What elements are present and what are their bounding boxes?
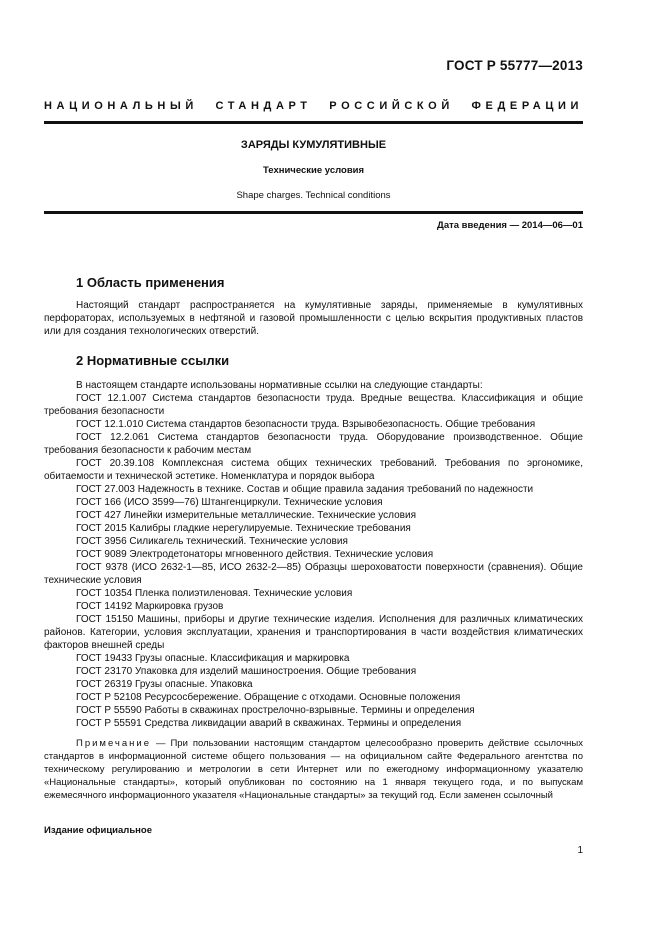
reference-item: ГОСТ 26319 Грузы опасные. Упаковка: [76, 679, 253, 690]
normative-references-list: [44, 392, 583, 730]
reference-item: ГОСТ 12.1.010 Система стандартов безопасности труда. Взрывобезопасность. Общие требования: [76, 419, 536, 430]
introduction-date: Дата введения — 2014—06—01: [437, 220, 583, 231]
top-divider: [44, 121, 583, 124]
document-subtitle: Технические условия: [262, 165, 365, 176]
document-body: [44, 275, 583, 802]
reference-item: ГОСТ Р 52108 Ресурсосбережение. Обращение с отходами. Основные положения: [76, 692, 461, 703]
reference-item: ГОСТ 2015 Калибры гладкие нерегулируемые. Технические требования: [76, 523, 411, 534]
reference-item: ГОСТ Р 55590 Работы в скважинах прострелочно-взрывные. Термины и определения: [76, 705, 475, 716]
reference-item: ГОСТ Р 55591 Средства ликвидации аварий в скважинах. Термины и определения: [76, 718, 462, 729]
note-paragraph: [44, 737, 583, 802]
official-edition-label: Издание официальное: [44, 825, 152, 836]
page-number: 1: [577, 845, 583, 856]
reference-item: ГОСТ 3956 Силикагель технический. Технические условия: [76, 536, 348, 547]
reference-item: ГОСТ 14192 Маркировка грузов: [76, 601, 224, 612]
section-2-intro: В настоящем стандарте использованы нормативные ссылки на следующие стандарты:: [76, 380, 483, 391]
reference-item: ГОСТ 427 Линейки измерительные металлические. Технические условия: [76, 510, 416, 521]
reference-item: ГОСТ 23170 Упаковка для изделий машиностроения. Общие требования: [76, 666, 417, 677]
reference-item: ГОСТ 15150 Машины, приборы и другие технические изделия. Исполнения для различных климатических районов. Категории, условия эксплуатации, хранения и транспортирования в части воздействия климатических факторов внешней среды: [44, 614, 583, 651]
reference-item: ГОСТ 166 (ИСО 3599—76) Штангенциркули. Технические условия: [76, 497, 383, 508]
reference-item: ГОСТ 12.1.007 Система стандартов безопасности труда. Вредные вещества. Классификация и общие требования безопасности: [44, 393, 583, 417]
document-title: ЗАРЯДЫ КУМУЛЯТИВНЫЕ: [240, 139, 387, 151]
reference-item: ГОСТ 9089 Электродетонаторы мгновенного действия. Технические условия: [76, 549, 434, 560]
reference-item: ГОСТ 12.2.061 Система стандартов безопасности труда. Оборудование производственное. Общие требования безопасности к рабочим местам: [44, 432, 583, 456]
reference-item: ГОСТ 19433 Грузы опасные. Классификация и маркировка: [76, 653, 350, 664]
reference-item: ГОСТ 27.003 Надежность в технике. Состав и общие правила задания требований по надежности: [76, 484, 534, 495]
english-title: Shape charges. Technical conditions: [236, 190, 391, 201]
reference-item: ГОСТ 9378 (ИСО 2632-1—85, ИСО 2632-2—85) Образцы шероховатости поверхности (сравнения). Общие технические условия: [44, 562, 583, 586]
section-1-text: Настоящий стандарт распространяется на кумулятивные заряды, применяемые в кумулятивных перфораторах, используемых в нефтяной и газовой промышленности с целью вскрытия продуктивных пластов или для создания технологических отверстий.: [44, 300, 583, 337]
section-2-heading: 2 Нормативные ссылки: [76, 353, 230, 368]
document-number: ГОСТ Р 55777—2013: [446, 58, 583, 73]
national-standard-banner: НАЦИОНАЛЬНЫЙ СТАНДАРТ РОССИЙСКОЙ ФЕДЕРАЦИИ: [44, 100, 583, 112]
note-label: Примечание: [76, 738, 151, 749]
bottom-divider: [44, 211, 583, 214]
note-text: — При пользовании настоящим стандартом целесообразно проверить действие ссылочных стандартов в информационной системе общего пользования — на официальном сайте Федерального агентства по техническому регулированию и метрологии в сети Интернет или по ежегодному информационному указателю «Национальные стандарты», который опубликован по состоянию на 1 января текущего года, и по выпускам ежемесячного информационного указателя «Национальные стандарты» за текущий год. Если заменен ссылочный: [44, 738, 583, 801]
reference-item: ГОСТ 20.39.108 Комплексная система общих технических требований. Требования по эргономике, обитаемости и технической эстетике. Номенклатура и порядок выбора: [44, 458, 583, 482]
reference-item: ГОСТ 10354 Пленка полиэтиленовая. Технические условия: [76, 588, 353, 599]
section-1-heading: 1 Область применения: [76, 275, 225, 290]
